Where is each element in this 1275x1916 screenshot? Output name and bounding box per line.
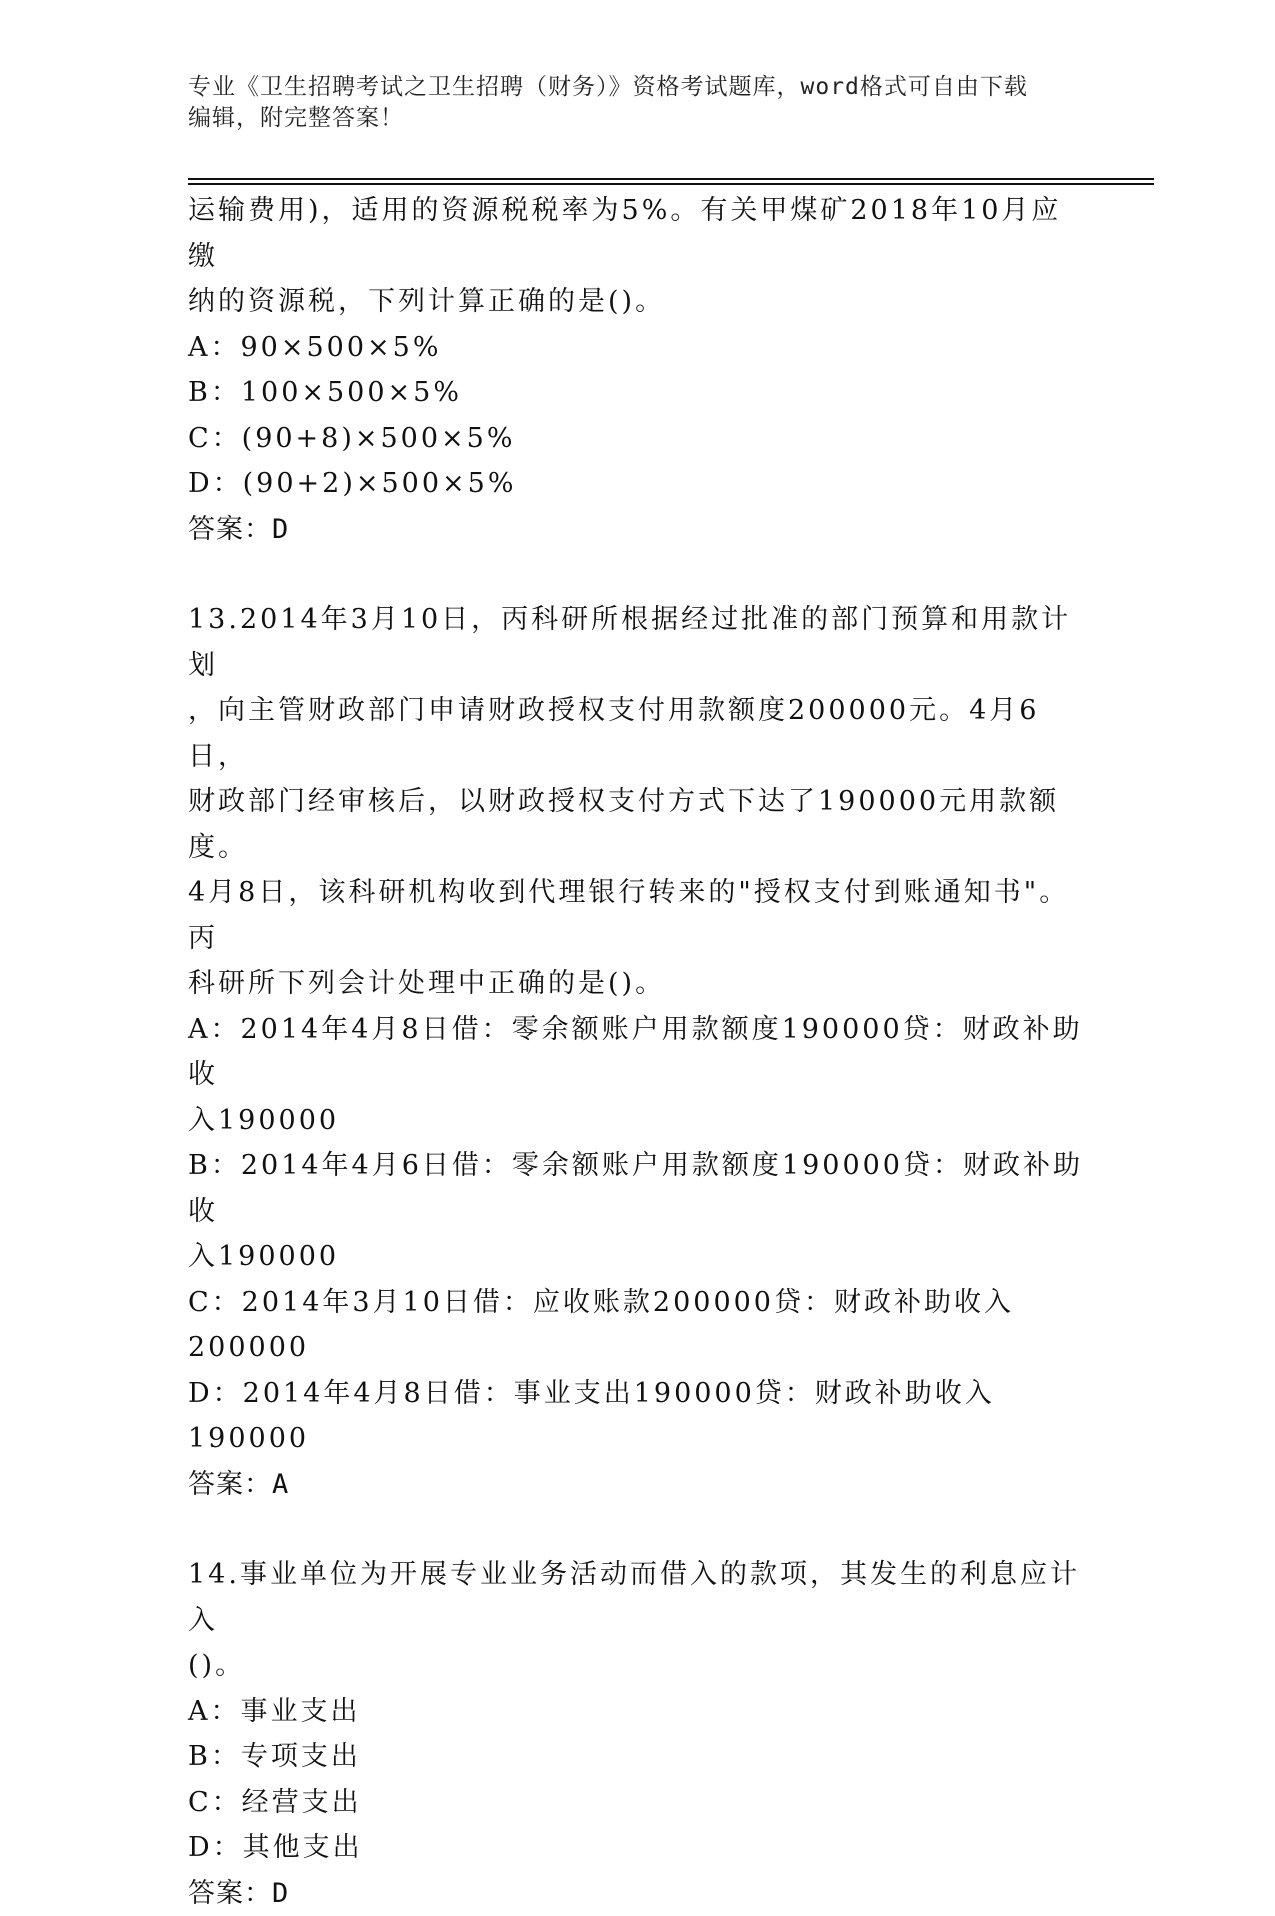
option-c: C：(90+8)×500×5% <box>188 416 1088 462</box>
option-b: B：专项支出 <box>188 1734 1088 1780</box>
header-line: 编辑，附完整答案！ <box>188 103 1088 134</box>
question-stem: 4月8日，该科研机构收到代理银行转来的"授权支付到账通知书"。丙 <box>188 870 1088 961</box>
option-a: A：2014年4月8日借：零余额账户用款额度190000贷：财政补助收 <box>188 1007 1088 1098</box>
option-d: D：其他支出 <box>188 1825 1088 1871</box>
option-a: A：90×500×5% <box>188 325 1088 371</box>
question-stem: 13.2014年3月10日，丙科研所根据经过批准的部门预算和用款计划 <box>188 597 1088 688</box>
question-14 <box>188 1552 1088 1916</box>
question-stem: 14.事业单位为开展专业业务活动而借入的款项，其发生的利息应计入 <box>188 1552 1088 1643</box>
option-a: 入190000 <box>188 1098 1088 1144</box>
question-stem: ()。 <box>188 1643 1088 1689</box>
header-line: 专业《卫生招聘考试之卫生招聘（财务）》资格考试题库，word格式可自由下载 <box>188 72 1088 103</box>
question-13 <box>188 597 1088 1507</box>
answer: 答案：D <box>188 507 1088 553</box>
option-b: B：2014年4月6日借：零余额账户用款额度190000贷：财政补助收 <box>188 1143 1088 1234</box>
header-divider <box>188 183 1154 185</box>
option-b: B：100×500×5% <box>188 370 1088 416</box>
question-content <box>188 188 1088 1916</box>
page-header <box>188 72 1088 134</box>
question-stem: 财政部门经审核后，以财政授权支付方式下达了190000元用款额度。 <box>188 779 1088 870</box>
option-d: D：2014年4月8日借：事业支出190000贷：财政补助收入190000 <box>188 1371 1088 1462</box>
question-stem: 科研所下列会计处理中正确的是()。 <box>188 961 1088 1007</box>
question-stem: ，向主管财政部门申请财政授权支付用款额度200000元。4月6日， <box>188 688 1088 779</box>
option-d: D：(90+2)×500×5% <box>188 461 1088 507</box>
header-divider <box>188 178 1154 180</box>
answer: 答案：D <box>188 1871 1088 1916</box>
answer: 答案：A <box>188 1462 1088 1508</box>
spacer <box>188 1507 1088 1552</box>
question-12 <box>188 188 1088 552</box>
question-stem: 运输费用)，适用的资源税税率为5%。有关甲煤矿2018年10月应缴 <box>188 188 1088 279</box>
option-b: 入190000 <box>188 1234 1088 1280</box>
spacer <box>188 552 1088 597</box>
option-c: C：经营支出 <box>188 1780 1088 1826</box>
question-stem: 纳的资源税，下列计算正确的是()。 <box>188 279 1088 325</box>
option-a: A：事业支出 <box>188 1689 1088 1735</box>
option-c: C：2014年3月10日借：应收账款200000贷：财政补助收入200000 <box>188 1280 1088 1371</box>
